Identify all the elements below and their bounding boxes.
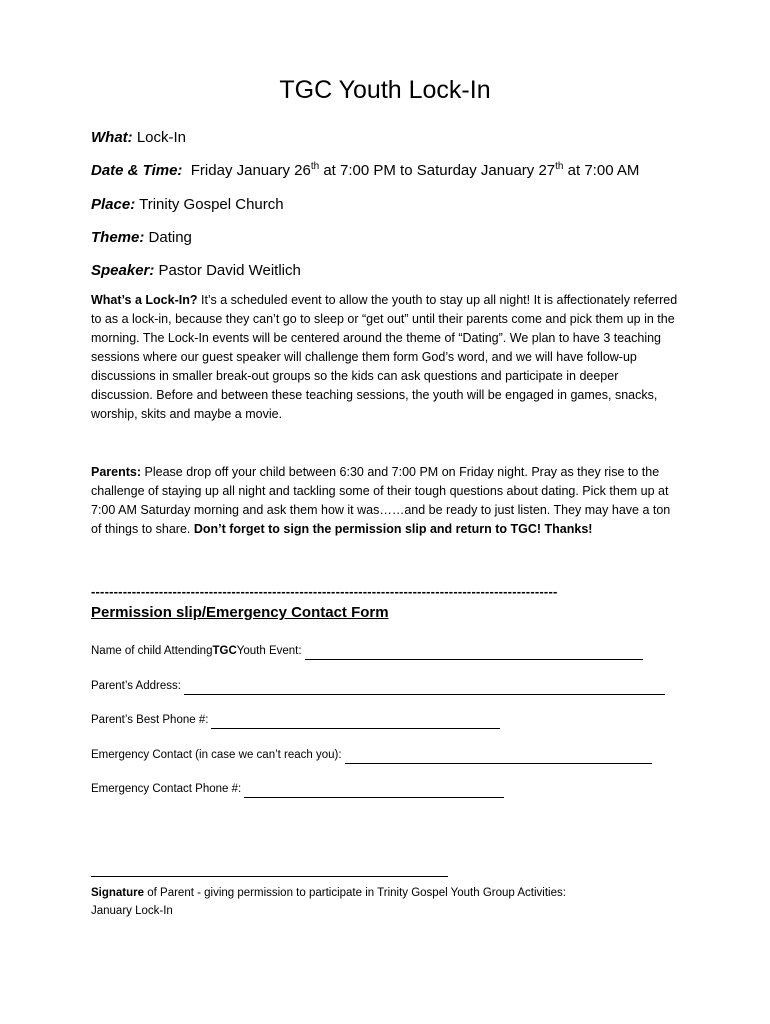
place-value: Trinity Gospel Church (139, 196, 284, 213)
emergency-contact-blank[interactable] (345, 751, 652, 764)
child-name-blank[interactable] (305, 647, 643, 660)
theme-value: Dating (148, 229, 192, 246)
parents-text: Please drop off your child between 6:30 and 7:00 PM on Friday night. Pray as they rise to the challenge of staying up all night and tackling some of their tough questions about dating. Pick them up at 7:00 AM Saturday morning and ask them how it was……and be ready to just listen. They may have a ton of things to share. (91, 465, 671, 536)
theme-label: Theme: (91, 229, 145, 246)
signature-caption (91, 884, 691, 920)
datetime-part2: at 7:00 PM to Saturday January 27 (319, 162, 556, 179)
datetime-part3: at 7:00 AM (563, 162, 640, 179)
emergency-phone-label: Emergency Contact Phone #: (91, 783, 242, 795)
parent-phone-blank[interactable] (211, 716, 500, 729)
speaker-label: Speaker: (91, 262, 155, 279)
datetime-field (91, 161, 639, 181)
emergency-contact-label: Emergency Contact (in case we can’t reach you): (91, 749, 342, 761)
datetime-label: Date & Time: (91, 162, 183, 179)
what-field (91, 128, 186, 148)
emergency-phone-blank[interactable] (244, 785, 504, 798)
parent-address-label: Parent’s Address: (91, 680, 181, 692)
parent-address-line (91, 677, 665, 695)
datetime-sup1: th (310, 161, 320, 172)
theme-field (91, 228, 192, 248)
emergency-phone-line (91, 780, 504, 798)
signature-event: January Lock-In (91, 905, 173, 917)
speaker-value: Pastor David Weitlich (158, 262, 301, 279)
parents-label: Parents: (91, 465, 142, 479)
child-name-bold: TGC (212, 645, 237, 657)
lockin-label: What’s a Lock-In? (91, 293, 198, 307)
place-field (91, 195, 284, 215)
lockin-text: It’s a scheduled event to allow the youth to stay up all night! It is affectionately referred to as a lock-in, because they can’t go to sleep or “get out” until their parents come and pick them up in the morning. The Lock-In events will be centered around the theme of “Dating”. We plan to have 3 teaching sessions where our guest speaker will challenge them form God’s word, and we will have follow-up discussions in smaller break-out groups so the kids can ask questions and participate in deeper discussion. Before and between these teaching sessions, the youth will be engaged in games, snacks, worship, skits and maybe a movie. (91, 293, 678, 421)
signature-line[interactable] (91, 876, 448, 877)
form-title: Permission slip/Emergency Contact Form (91, 604, 389, 621)
what-label: What: (91, 129, 133, 146)
parent-address-blank[interactable] (184, 682, 665, 695)
child-name-suffix: Youth Event: (236, 645, 302, 657)
signature-text: of Parent - giving permission to participate in Trinity Gospel Youth Group Activities: (144, 887, 566, 899)
parent-phone-line (91, 711, 500, 729)
place-label: Place: (91, 196, 136, 213)
signature-bold: Signature (91, 887, 145, 899)
what-value: Lock-In (136, 129, 187, 146)
parent-phone-label: Parent’s Best Phone #: (91, 714, 209, 726)
parents-reminder: Don’t forget to sign the permission slip and return to TGC! Thanks! (193, 522, 593, 536)
datetime-part1: Friday January 26 (190, 162, 311, 179)
lockin-paragraph (91, 291, 681, 424)
emergency-contact-line (91, 746, 652, 764)
speaker-field (91, 261, 301, 281)
child-name-line (91, 642, 643, 660)
datetime-sup2: th (555, 161, 564, 172)
child-name-prefix: Name of child Attending (91, 645, 213, 657)
parents-paragraph (91, 463, 681, 539)
document-title: TGC Youth Lock-In (279, 76, 491, 104)
section-divider: ------------------------------------------------------------------------------------------------------- (91, 584, 558, 599)
